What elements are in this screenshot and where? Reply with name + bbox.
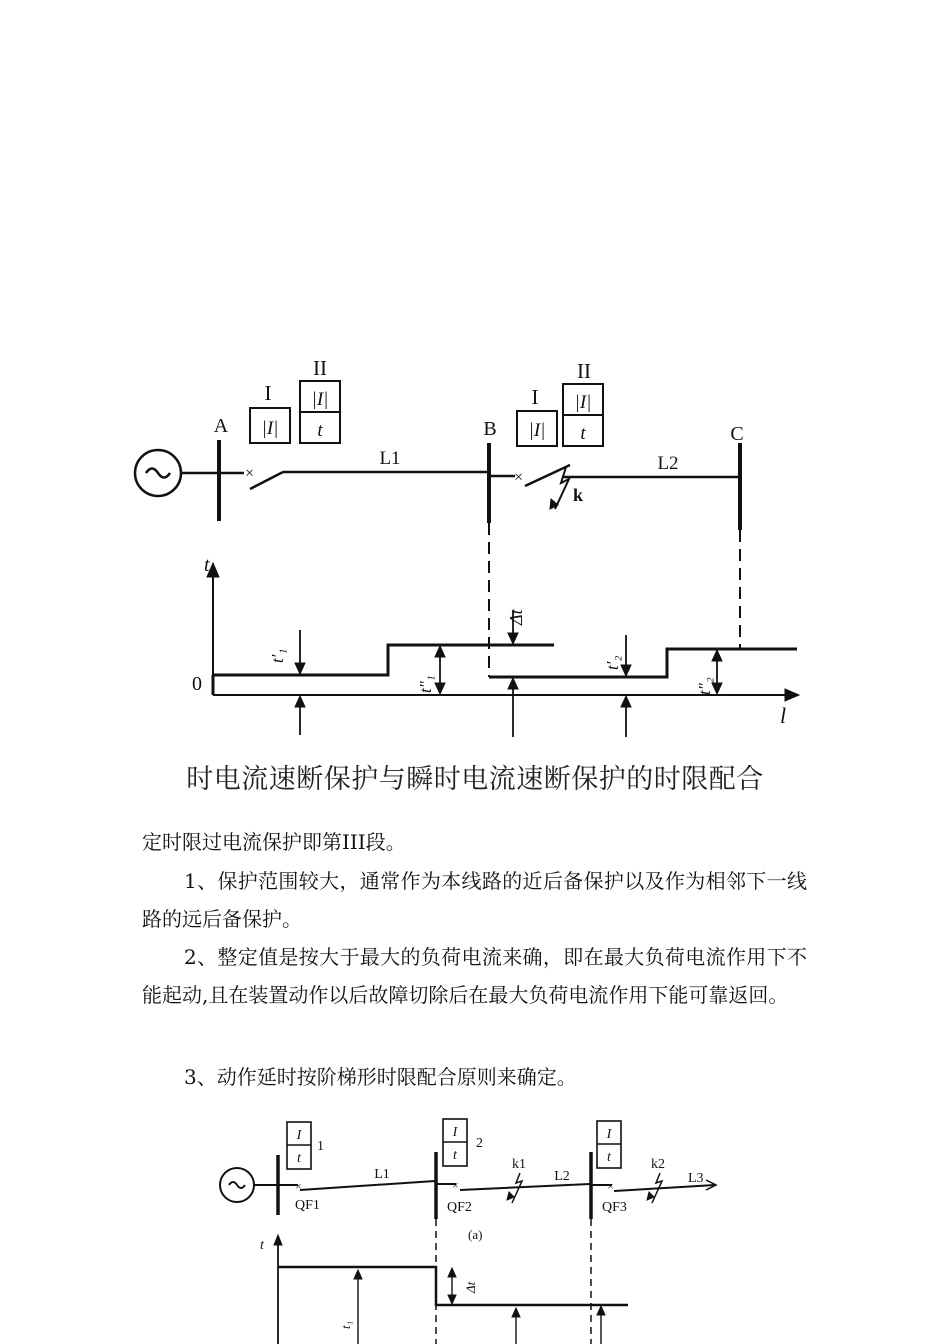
relay-current-label: I: [296, 1128, 302, 1143]
time-characteristic-2: [489, 649, 797, 677]
relay-time-label: t: [317, 420, 323, 441]
line-l2-label: L2: [657, 453, 679, 474]
bus-b-label: B: [483, 418, 497, 440]
stage-ii-label-a: II: [313, 356, 327, 380]
tilde-icon: [229, 1182, 245, 1188]
relay-current-label: |I|: [261, 418, 279, 439]
t1-prime-label: t′₁: [268, 648, 287, 663]
relay-current-label: |I|: [574, 392, 592, 413]
relay-time-label: t: [297, 1151, 301, 1166]
delta-t-label: Δt: [463, 1281, 478, 1293]
fault-k-label: k: [573, 485, 584, 505]
relay-current-label: |I|: [528, 420, 546, 441]
breaker-x-mark: ×: [245, 465, 255, 482]
breaker-x-mark: ×: [514, 469, 524, 486]
figure-caption: 时电流速断保护与瞬时电流速断保护的时限配合: [186, 764, 764, 795]
breaker-x-mark: ×: [295, 1179, 302, 1193]
qf2-label: QF2: [447, 1200, 472, 1215]
stage-i-label-b: I: [531, 385, 539, 409]
relay-current-label: |I|: [311, 389, 329, 410]
figure-2-diagram: [0, 1115, 950, 1344]
axis-l-label: l: [780, 703, 787, 728]
line-l1-label: L1: [374, 1167, 390, 1182]
relay-time-label: t: [607, 1150, 611, 1165]
relay-current-label: I: [606, 1127, 612, 1142]
t2-prime-label: t′₂: [603, 655, 622, 670]
t1-label: t₁: [338, 1320, 353, 1329]
relay-time-label: t: [453, 1148, 457, 1163]
t1-dprime-label: t″₁: [416, 675, 435, 693]
axis-t-label: t: [260, 1238, 264, 1253]
breaker-x-mark: ×: [607, 1179, 614, 1193]
relay-current-label: I: [452, 1125, 458, 1140]
tilde-icon: [146, 469, 170, 478]
relay-time-label: t: [580, 423, 586, 444]
stage-i-label-a: I: [264, 381, 272, 405]
fault-k1-label: k1: [512, 1157, 526, 1172]
paragraph-2: 2、整定值是按大于最大的负荷电流来确，即在最大负荷电流作用下不能起动,且在装置动作以后故障切除后在最大负荷电流作用下能可靠返回。: [142, 945, 807, 1007]
stage-ii-label-b: II: [577, 359, 591, 383]
fault-arrow-icon: [555, 467, 569, 509]
qf3-label: QF3: [602, 1200, 627, 1215]
line-l1-label: L1: [379, 448, 401, 469]
origin-label: 0: [192, 673, 202, 695]
fault-k2-label: k2: [651, 1157, 665, 1172]
line-l3-label: L3: [688, 1171, 704, 1186]
time-characteristic-1: [213, 645, 554, 675]
relay-number-1: 1: [317, 1139, 324, 1154]
paragraph-0: 定时限过电流保护即第III段。: [142, 830, 406, 854]
delta-t-label: Δt: [506, 609, 526, 625]
t2-dprime-label: t″₂: [695, 677, 714, 695]
figure-1-diagram: [0, 355, 950, 745]
bus-c-label: C: [730, 423, 744, 445]
qf1-label: QF1: [295, 1198, 320, 1213]
paragraph-3: 3、动作延时按阶梯形时限配合原则来确定。: [184, 1065, 577, 1089]
paragraph-1: 1、保护范围较大，通常作为本线路的近后备保护以及作为相邻下一线路的远后备保护。: [142, 869, 807, 931]
relay-number-2: 2: [476, 1136, 483, 1151]
subfigure-a-label: (a): [468, 1227, 483, 1242]
line-l2-label: L2: [554, 1169, 570, 1184]
axis-t-label: t: [204, 554, 210, 576]
bus-a-label: A: [213, 415, 229, 437]
breaker-x-mark: ×: [452, 1178, 459, 1192]
